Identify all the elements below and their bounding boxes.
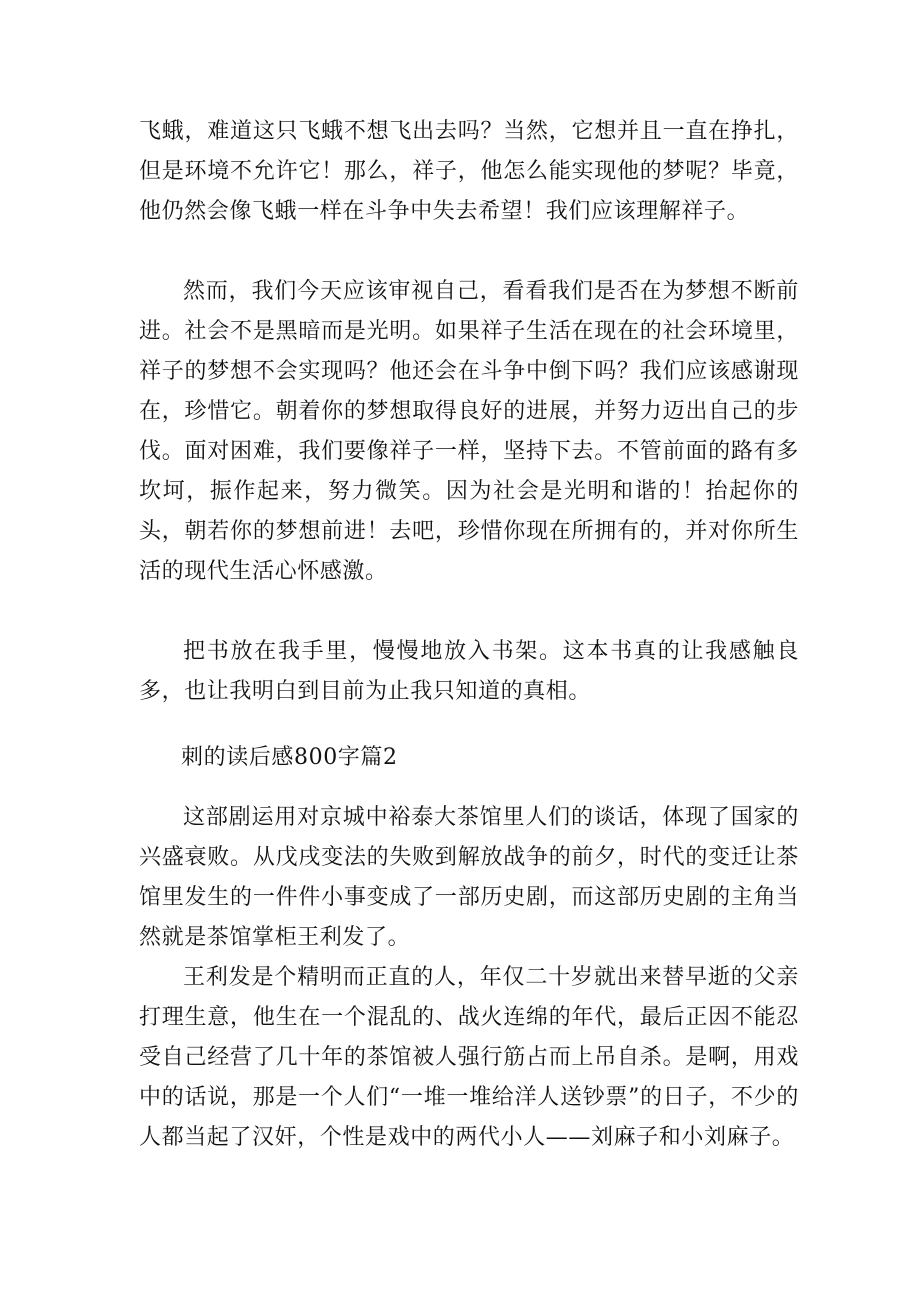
section-heading: 刺的读后感800字篇2 [181, 745, 398, 770]
paragraph-self-reflection: 然而，我们今天应该审视自己，看看我们是否在为梦想不断前进。社会不是黑暗而是光明。如果祥子生活在现在的社会环境里，祥子的梦想不会实现吗？他还会在斗争中倒下吗？我们应该感谢现在，珍惜它。朝着你的梦想取得良好的进展，并努力迈出自己的步伐。面对困难，我们要像祥子一样，坚持下去。不管前面的路有多坎坷，振作起来，努力微笑。因为社会是光明和谐的！抬起你的头，朝若你的梦想前进！去吧，珍惜你现在所拥有的，并对你所生活的现代生活心怀感激。 [139, 279, 799, 584]
paragraph-teahouse-intro: 这部剧运用对京城中裕泰大茶馆里人们的谈话，体现了国家的兴盛衰败。从戊戌变法的失败到解放战争的前夕，时代的变迁让茶馆里发生的一件件小事变成了一部历史剧，而这部历史剧的主角当然就是茶馆掌柜王利发了。 [139, 805, 799, 950]
paragraph-closing-book: 把书放在我手里，慢慢地放入书架。这本书真的让我感触良多，也让我明白到目前为止我只知道的真相。 [139, 639, 799, 704]
paragraph-moth: 飞蛾，难道这只飞蛾不想飞出去吗？当然，它想并且一直在挣扎，但是环境不允许它！那么，祥子，他怎么能实现他的梦呢？毕竟，他仍然会像飞蛾一样在斗争中失去希望！我们应该理解祥子。 [139, 119, 799, 224]
paragraph-wang-lifa: 王利发是个精明而正直的人，年仅二十岁就出来替早逝的父亲打理生意，他生在一个混乱的、战火连绵的年代，最后正因不能忍受自己经营了几十年的茶馆被人强行筋占而上吊自杀。是啊，用戏中的话说，那是一个人们“一堆一堆给洋人送钞票”的日子，不少的人都当起了汉奸，个性是戏中的两代小人——刘麻子和小刘麻子。 [139, 965, 799, 1150]
